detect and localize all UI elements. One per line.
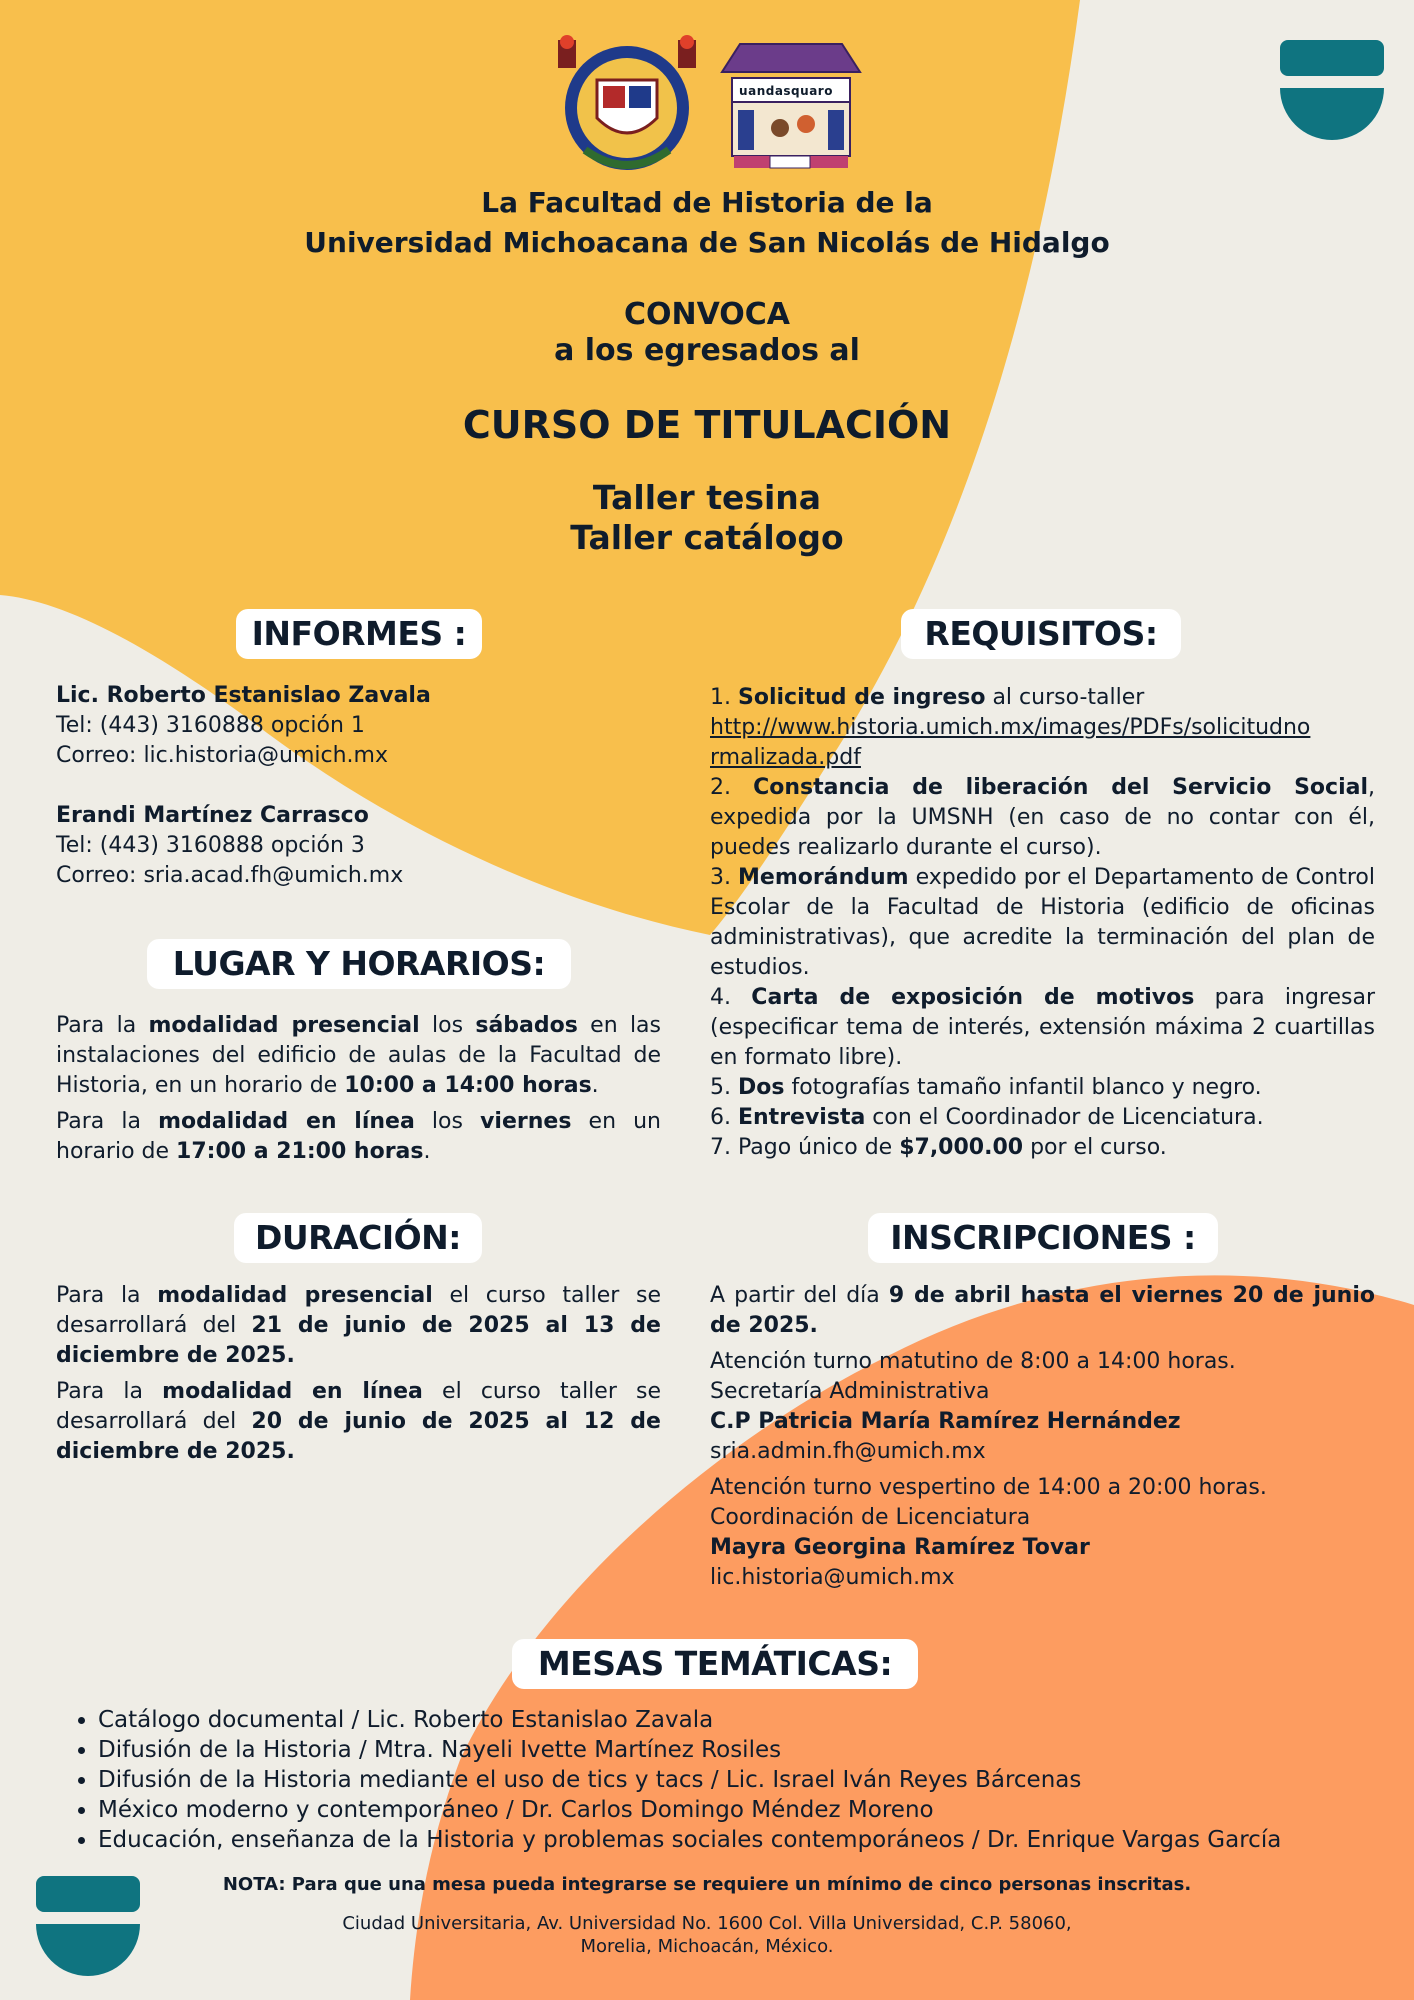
text-run-bold: Carta de exposición de motivos [751,985,1195,1010]
text-run: expedido por el Departamento de Control Escolar de la Facultad de Historia (edificio de oficinas administrativas), que acredite la terminación del plan de estudios. [710,865,1376,980]
requisito-7 [710,1133,1375,1163]
mesa-item: • Difusión de la Historia / Mtra. Nayeli Ivette Martínez Rosiles [98,1735,1398,1765]
requisito-4 [710,983,1375,1073]
requisito-2 [710,773,1375,863]
contact-phone: Tel: (443) 3160888 opción 3 [56,833,365,858]
text-run: Para la [56,1013,149,1038]
requisito-6 [710,1103,1375,1133]
turno-office: Secretaría Administrativa [710,1379,990,1404]
contact-email: Correo: lic.historia@umich.mx [56,743,388,768]
contact-email: Correo: sria.acad.fh@umich.mx [56,863,404,888]
requisito-1-link-block [710,713,1375,773]
solicitud-link[interactable]: http://www.historia.umich.mx/images/PDFs/solicitudno [710,715,1311,740]
text-run-bold: modalidad en línea [162,1379,423,1404]
turno-vespertino [710,1473,1375,1593]
informes-heading: INFORMES : [236,609,482,659]
text-run: el curso taller se desarrollará del [56,1283,661,1338]
text-run: los [419,1013,476,1038]
item-number: 5. [710,1075,738,1100]
requisitos-list [710,683,1375,1163]
institution-line-2: Universidad Michoacana de San Nicolás de Hidalgo [304,226,1110,259]
text-run: al curso-taller [985,685,1145,710]
lugar-online-paragraph [56,1107,661,1167]
teal-logo-top-icon [1280,40,1384,140]
text-run-bold: 17:00 a 21:00 horas [176,1139,424,1164]
text-run-bold: $7,000.00 [899,1135,1024,1160]
informes-contacts [56,681,656,891]
contact-card [56,801,656,891]
text-run-bold: Constancia de liberación del Servicio Social [753,775,1368,800]
mesas-list [70,1705,1398,1855]
requisito-5 [710,1073,1375,1103]
item-number: 4. [710,985,752,1010]
text-run: Para la [56,1379,163,1404]
turno-contact-email: sria.admin.fh@umich.mx [710,1439,986,1464]
lugar-body [56,1011,661,1173]
text-run-bold: 20 de junio de 2025 al 12 de diciembre de 2025. [56,1409,661,1464]
convoca-block [0,297,1414,369]
nota-text: NOTA: Para que una mesa pueda integrarse se requiere un mínimo de cinco personas inscritas. [222,1874,1192,1895]
text-run: para ingresar (especificar tema de interés, extensión máxima 2 cuartillas en formato libre). [710,985,1375,1070]
course-title: CURSO DE TITULACIÓN [462,403,952,447]
inscripciones-body [710,1281,1375,1593]
taller-catalogo: Taller catálogo [570,518,844,557]
text-run: por el curso. [1023,1135,1167,1160]
contact-name: Erandi Martínez Carrasco [56,803,369,828]
text-run: Para la [56,1283,158,1308]
text-run: el curso taller se desarrollará del [56,1379,661,1434]
taller-block [0,478,1414,558]
text-run-bold: 21 de junio de 2025 al 13 de diciembre de 2025. [56,1313,661,1368]
contact-card [56,681,656,771]
text-run-bold: viernes [480,1109,572,1134]
address-line-2: Morelia, Michoacán, México. [580,1936,834,1957]
inscripciones-heading: INSCRIPCIONES : [868,1213,1218,1263]
requisitos-heading: REQUISITOS: [901,609,1181,659]
turno-contact-email: lic.historia@umich.mx [710,1565,955,1590]
contact-phone: Tel: (443) 3160888 opción 1 [56,713,365,738]
text-run-bold: modalidad en línea [158,1109,415,1134]
text-run-bold: Dos [737,1075,785,1100]
item-number: 2. [710,775,754,800]
text-run-bold: Solicitud de ingreso [737,685,986,710]
item-number: 1. [710,685,738,710]
item-number: 3. [710,865,739,890]
turno-hours: Atención turno matutino de 8:00 a 14:00 horas. [710,1349,1236,1374]
mesa-item: • México moderno y contemporáneo / Dr. Carlos Domingo Méndez Moreno [98,1795,1398,1825]
uandasquaro-building-icon [722,44,860,168]
turno-contact-name: C.P Patricia María Ramírez Hernández [710,1409,1181,1434]
item-number: 7. Pago único de [710,1135,900,1160]
turno-office: Coordinación de Licenciatura [710,1505,1031,1530]
building-logo-text: uandasquaro [739,84,833,98]
inscripciones-period [710,1281,1375,1341]
address-block [0,1912,1414,1958]
duracion-presencial-paragraph [56,1281,661,1371]
text-run-bold: modalidad presencial [148,1013,420,1038]
text-run: . [591,1073,599,1098]
taller-tesina: Taller tesina [592,478,822,517]
turno-contact-name: Mayra Georgina Ramírez Tovar [710,1535,1090,1560]
text-run-bold: sábados [475,1013,578,1038]
contact-name: Lic. Roberto Estanislao Zavala [56,683,431,708]
text-run-bold: modalidad presencial [157,1283,433,1308]
text-run: con el Coordinador de Licenciatura. [865,1105,1264,1130]
duracion-heading: DURACIÓN: [234,1213,482,1263]
convoca-word: CONVOCA [623,297,791,332]
turno-hours: Atención turno vespertino de 14:00 a 20:00 horas. [710,1475,1267,1500]
institution-line-1: La Facultad de Historia de la [481,186,933,219]
text-run: A partir del día [710,1283,889,1308]
item-number: 6. [710,1105,738,1130]
requisito-3 [710,863,1375,983]
address-line-1: Ciudad Universitaria, Av. Universidad No. 1600 Col. Villa Universidad, C.P. 58060, [342,1913,1072,1934]
requisito-1 [710,683,1375,713]
text-run: fotografías tamaño infantil blanco y negro. [784,1075,1262,1100]
institution-title [0,183,1414,263]
text-run-bold: Entrevista [737,1105,866,1130]
turno-matutino [710,1347,1375,1467]
mesas-heading: MESAS TEMÁTICAS: [512,1639,918,1689]
text-run-bold: 10:00 a 14:00 horas [344,1073,592,1098]
text-run: en las instalaciones del edificio de aulas de la Facultad de Historia, en un horario de [56,1013,662,1098]
text-run: en un horario de [56,1109,662,1164]
text-run: Para la [56,1109,159,1134]
lugar-heading: LUGAR Y HORARIOS: [147,939,571,989]
convoca-sub: a los egresados al [554,333,860,368]
text-run: . [423,1139,431,1164]
mesa-item: • Catálogo documental / Lic. Roberto Estanislao Zavala [98,1705,1398,1735]
solicitud-link-continued[interactable]: rmalizada.pdf [710,745,861,770]
text-run-bold: 9 de abril hasta el viernes 20 de junio de 2025. [710,1283,1376,1338]
duracion-online-paragraph [56,1377,661,1467]
mesa-item: • Difusión de la Historia mediante el uso de tics y tacs / Lic. Israel Iván Reyes Bárcenas [98,1765,1398,1795]
text-run: , expedida por la UMSNH (en caso de no contar con él, puedes realizarlo durante el curso). [710,775,1375,860]
text-run: los [414,1109,481,1134]
duracion-body [56,1281,661,1473]
text-run-bold: Memorándum [738,865,909,890]
lugar-presencial-paragraph [56,1011,661,1101]
mesa-item: • Educación, enseñanza de la Historia y problemas sociales contemporáneos / Dr. Enrique Vargas García [98,1825,1398,1855]
